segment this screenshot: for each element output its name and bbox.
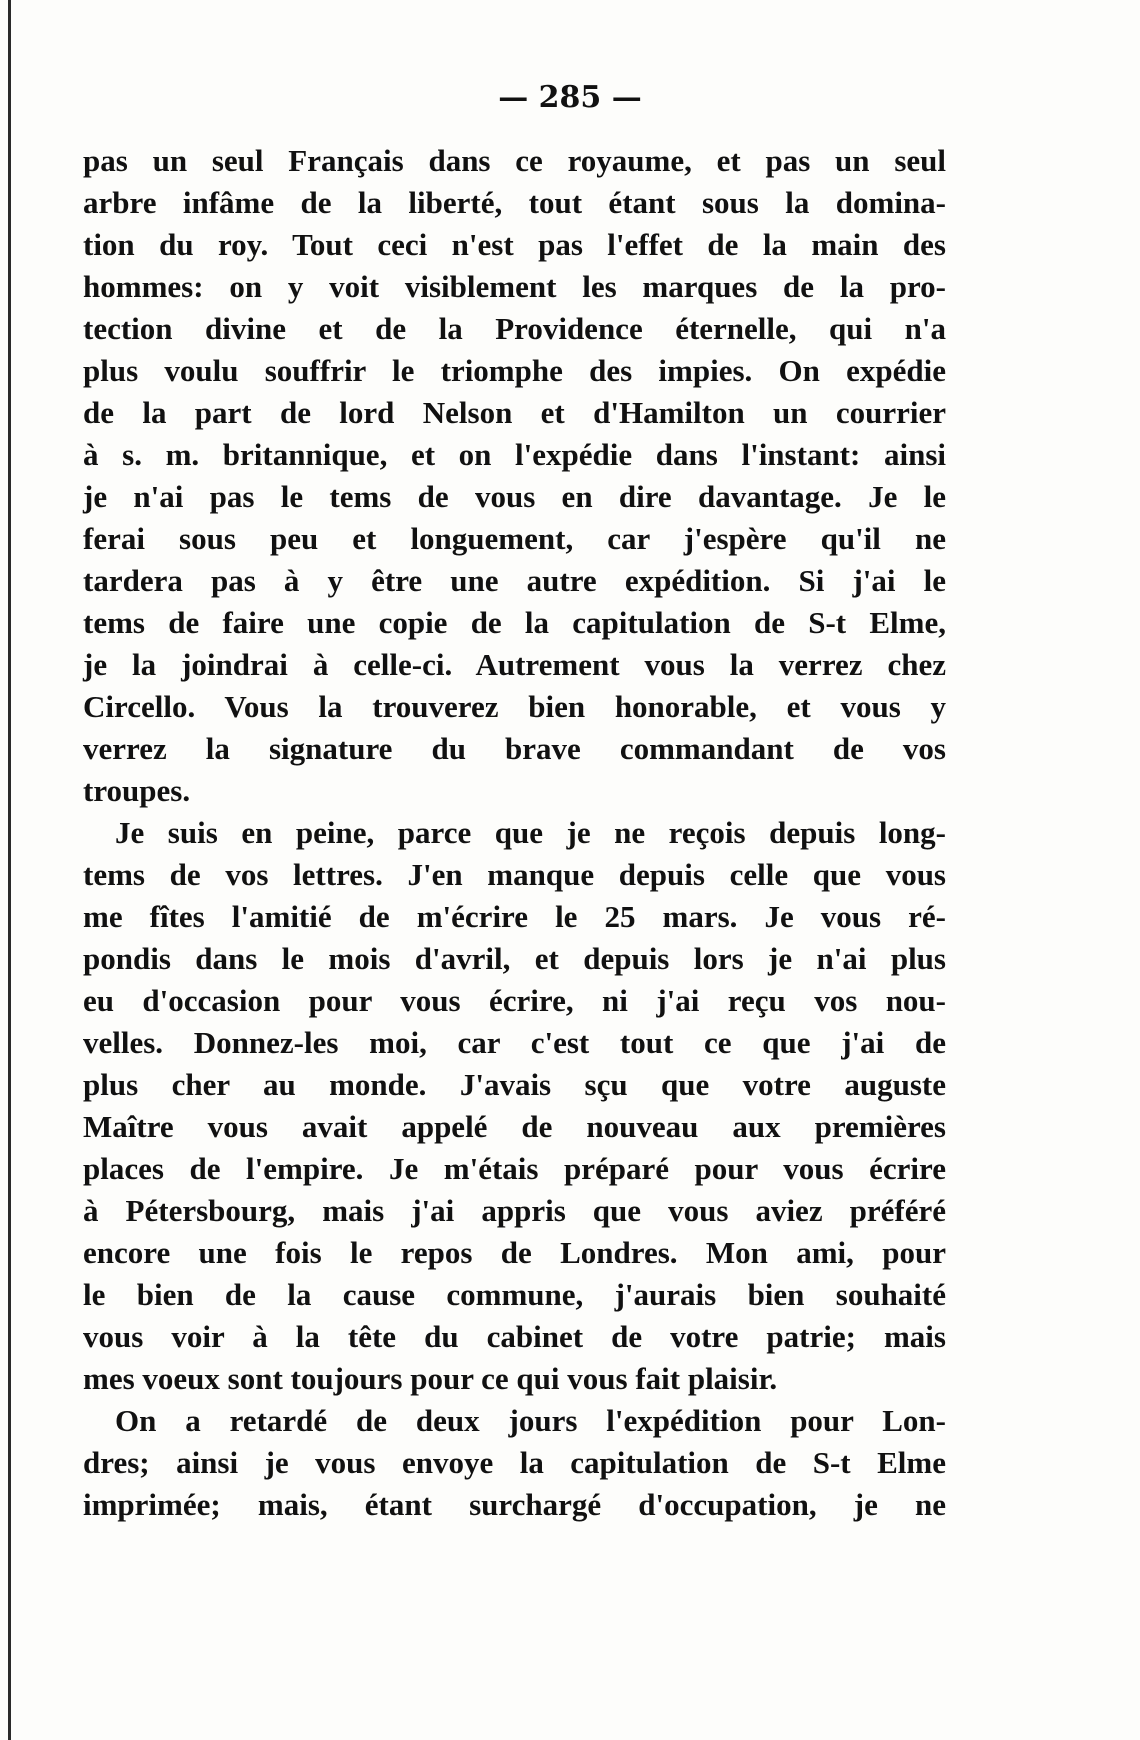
text-line: tems de vos lettres. J'en manque depuis celle que vous xyxy=(83,857,946,892)
text-line: hommes: on y voit visiblement les marques de la pro- xyxy=(83,269,946,304)
paragraph xyxy=(83,812,946,1400)
text-line: verrez la signature du brave commandant de vos xyxy=(83,731,946,766)
text-line: dres; ainsi je vous envoye la capitulation de S-t Elme xyxy=(83,1445,946,1480)
text-line: On a retardé de deux jours l'expédition pour Lon- xyxy=(115,1403,946,1438)
text-line: tardera pas à y être une autre expédition. Si j'ai le xyxy=(83,563,946,598)
text-line: tems de faire une copie de la capitulation de S-t Elme, xyxy=(83,605,946,640)
text-line: me fîtes l'amitié de m'écrire le 25 mars. Je vous ré- xyxy=(83,899,946,934)
text-line: encore une fois le repos de Londres. Mon ami, pour xyxy=(83,1235,946,1270)
text-line: à s. m. britannique, et on l'expédie dans l'instant: ainsi xyxy=(83,437,946,472)
text-line: vous voir à la tête du cabinet de votre patrie; mais xyxy=(83,1319,946,1354)
text-line: tection divine et de la Providence éternelle, qui n'a xyxy=(83,311,946,346)
text-line: Je suis en peine, parce que je ne reçois depuis long- xyxy=(115,815,946,850)
paragraph xyxy=(83,1400,946,1526)
page-number: — 285 — xyxy=(498,80,642,115)
text-line: je n'ai pas le tems de vous en dire davantage. Je le xyxy=(83,479,946,514)
text-line: Circello. Vous la trouverez bien honorable, et vous y xyxy=(83,689,946,724)
text-line: places de l'empire. Je m'étais préparé pour vous écrire xyxy=(83,1151,946,1186)
text-line: eu d'occasion pour vous écrire, ni j'ai reçu vos nou- xyxy=(83,983,946,1018)
text-line: Maître vous avait appelé de nouveau aux premières xyxy=(83,1109,946,1144)
text-line: plus cher au monde. J'avais sçu que votre auguste xyxy=(83,1067,946,1102)
text-line: pas un seul Français dans ce royaume, et pas un seul xyxy=(83,143,946,178)
text-line: imprimée; mais, étant surchargé d'occupation, je ne xyxy=(83,1487,946,1522)
text-line: tion du roy. Tout ceci n'est pas l'effet de la main des xyxy=(83,227,946,262)
text-line: le bien de la cause commune, j'aurais bien souhaité xyxy=(83,1277,946,1312)
text-line: à Pétersbourg, mais j'ai appris que vous aviez préféré xyxy=(83,1193,946,1228)
text-line: de la part de lord Nelson et d'Hamilton un courrier xyxy=(83,395,946,430)
text-line: pondis dans le mois d'avril, et depuis lors je n'ai plus xyxy=(83,941,946,976)
text-line: mes voeux sont toujours pour ce qui vous fait plaisir. xyxy=(83,1361,778,1396)
text-line: je la joindrai à celle-ci. Autrement vous la verrez chez xyxy=(83,647,946,682)
body-text xyxy=(83,140,946,1526)
paragraph xyxy=(83,140,946,812)
text-line: troupes. xyxy=(83,773,191,808)
text-line: velles. Donnez-les moi, car c'est tout ce que j'ai de xyxy=(83,1025,946,1060)
binding-edge xyxy=(8,0,11,1740)
text-line: arbre infâme de la liberté, tout étant sous la domina- xyxy=(83,185,946,220)
text-line: plus voulu souffrir le triomphe des impies. On expédie xyxy=(83,353,946,388)
text-line: ferai sous peu et longuement, car j'espère qu'il ne xyxy=(83,521,946,556)
